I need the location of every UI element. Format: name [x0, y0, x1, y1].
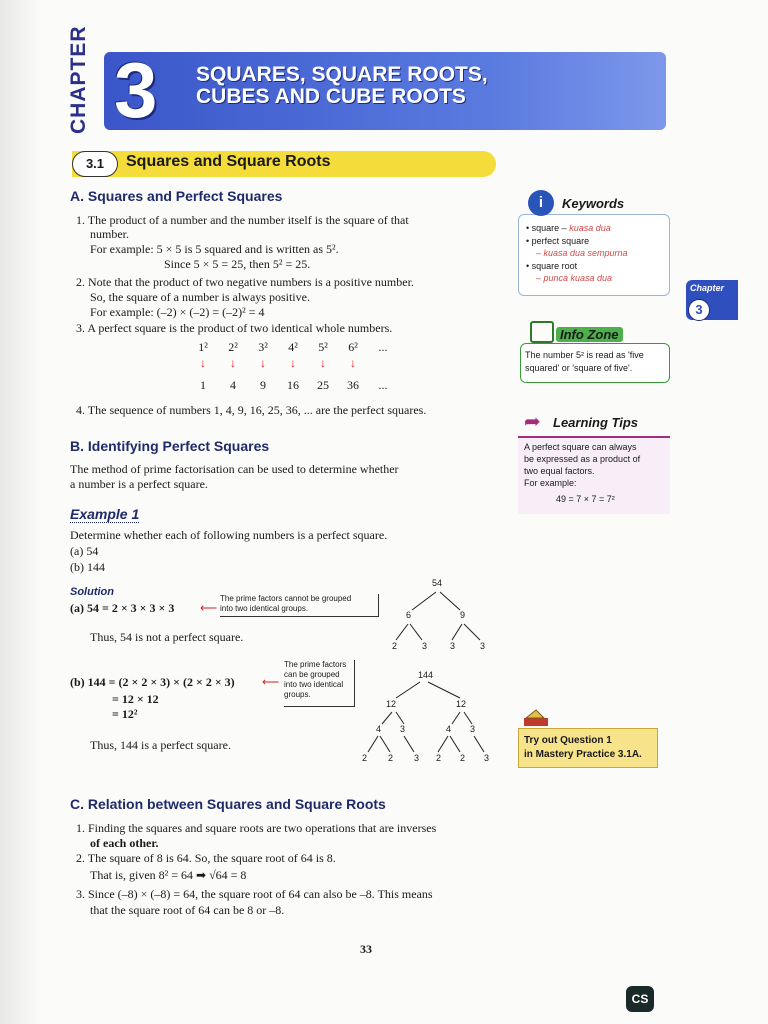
learning-tips-line1: A perfect square can always	[524, 442, 637, 452]
square-4: 16	[287, 378, 299, 392]
tree54-right: 9	[460, 610, 466, 620]
callout-b	[284, 660, 355, 707]
chapter-tab-label: Chapter	[690, 283, 725, 293]
arrow-icon: ➦	[524, 411, 541, 433]
a-item2-line3: For example: (–2) × (–2) = (–2)² = 4	[90, 305, 265, 319]
keyword-item: • square – kuasa dua	[526, 223, 611, 233]
power-2: 2²	[228, 340, 238, 354]
camscanner-logo: CS	[626, 986, 654, 1012]
tree144-leaf: 2	[436, 753, 442, 763]
solution-label: Solution	[70, 586, 114, 598]
c-item3-line1: 3. Since (–8) × (–8) = 64, the square root of 64 can also be –8. This means	[76, 887, 433, 901]
pencil-icon	[522, 708, 552, 728]
conclusion-b: Thus, 144 is a perfect square.	[90, 738, 231, 752]
example-title: Example 1	[70, 506, 140, 522]
info-icon: i	[528, 190, 554, 216]
keyword-translation: – punca kuasa dua	[536, 273, 613, 283]
chapter-label: CHAPTER	[67, 25, 90, 134]
down-arrow-icon: ↓	[260, 356, 266, 370]
b-paragraph-line1: The method of prime factorisation can be used to determine whether	[70, 462, 399, 476]
page-edge-shadow	[0, 0, 40, 1024]
square-3: 9	[260, 378, 266, 392]
learning-tips-title: Learning Tips	[553, 415, 638, 430]
tree144-leaf: 3	[484, 753, 490, 763]
keyword-item: • perfect square	[526, 236, 590, 246]
tree144-node: 4	[376, 724, 382, 734]
b-paragraph-line2: a number is a perfect square.	[70, 477, 208, 491]
c-item1-line1: 1. Finding the squares and square roots are two operations that are inverses	[76, 821, 437, 835]
tree144-node: 3	[470, 724, 476, 734]
tree144-left: 12	[386, 699, 397, 709]
page-number: 33	[360, 942, 372, 956]
a-item2-line2: So, the square of a number is always positive.	[90, 290, 310, 304]
tree54-leaf: 2	[392, 641, 398, 651]
down-arrow-icon: ↓	[320, 356, 326, 370]
callout-b-line1: The prime factors	[284, 660, 347, 669]
heading-part-b: B. Identifying Perfect Squares	[70, 438, 270, 454]
heading-part-a: A. Squares and Perfect Squares	[70, 188, 283, 204]
chapter-number: 3	[114, 46, 158, 134]
try-out-line1: Try out Question 1	[524, 735, 612, 746]
tree144-leaf: 2	[362, 753, 368, 763]
down-arrow-icon: ↓	[230, 356, 236, 370]
left-arrow-icon: ⟵	[200, 601, 218, 615]
c-item2-line2: That is, given 8² = 64 ➡ √64 = 8	[90, 868, 247, 882]
info-zone-line1: The number 5² is read as 'five	[525, 350, 644, 360]
learning-tips-line4: For example:	[524, 478, 577, 488]
tree144-right: 12	[456, 699, 467, 709]
conclusion-a: Thus, 54 is not a perfect square.	[90, 630, 244, 644]
tree54-leaf: 3	[480, 641, 486, 651]
down-arrow-icon: ↓	[200, 356, 206, 370]
tree54-leaf: 3	[422, 641, 428, 651]
learning-tips-line5: 49 = 7 × 7 = 7²	[556, 494, 615, 504]
keyword-term: perfect square	[531, 236, 590, 246]
example-part-a: (a) 54	[70, 544, 99, 558]
callout-b-line2: can be grouped	[284, 670, 340, 679]
square-1: 1	[200, 378, 206, 392]
keyword-term: square –	[531, 223, 570, 233]
power-1: 1²	[198, 340, 208, 354]
example-part-b: (b) 144	[70, 560, 105, 574]
callout-b-line3: into two identical	[284, 680, 344, 689]
chapter-title	[196, 64, 488, 108]
info-zone-title: Info Zone	[556, 327, 623, 342]
a-item1-line2: number.	[90, 227, 129, 241]
tree54-left: 6	[406, 610, 412, 620]
info-zone-icon	[530, 321, 554, 343]
a-item1-line3: For example: 5 × 5 is 5 squared and is written as 5².	[90, 242, 339, 256]
a-item1-line1: 1. The product of a number and the number itself is the square of that	[76, 213, 409, 227]
keyword-translation: kuasa dua	[569, 223, 611, 233]
tree144-leaf: 3	[414, 753, 420, 763]
example-intro: Determine whether each of following numbers is a perfect square.	[70, 528, 388, 542]
down-arrow-icon: ↓	[350, 356, 356, 370]
chapter-tab-number: 3	[688, 299, 710, 321]
down-arrow-icon: ↓	[290, 356, 296, 370]
tree144-node: 4	[446, 724, 452, 734]
factor-tree-144	[356, 668, 496, 764]
callout-a-line2: into two identical groups.	[220, 604, 309, 613]
tree144-leaf: 2	[460, 753, 466, 763]
solution-a: (a) 54 = 2 × 3 × 3 × 3	[70, 601, 175, 615]
keyword-translation: – kuasa dua sempurna	[536, 248, 628, 258]
tree144-node: 3	[400, 724, 406, 734]
a-item4: 4. The sequence of numbers 1, 4, 9, 16, 25, 36, ... are the perfect squares.	[76, 403, 427, 417]
a-item2-line1: 2. Note that the product of two negative numbers is a positive number.	[76, 275, 414, 289]
solution-b-line3: = 12²	[112, 707, 138, 721]
power-6: 6²	[348, 340, 358, 354]
left-arrow-icon: ⟵	[262, 675, 280, 689]
solution-b-line2: = 12 × 12	[112, 692, 159, 706]
section-title: Squares and Square Roots	[126, 153, 331, 170]
keyword-item: • square root	[526, 261, 578, 271]
try-out-box	[518, 728, 658, 768]
keyword-term: square root	[531, 261, 578, 271]
chapter-title-line1: SQUARES, SQUARE ROOTS,	[196, 63, 488, 86]
learning-tips-line3: two equal factors.	[524, 466, 595, 476]
square-2: 4	[230, 378, 236, 392]
heading-part-c: C. Relation between Squares and Square Roots	[70, 796, 386, 812]
callout-b-line4: groups.	[284, 690, 311, 699]
solution-b-line1: (b) 144 = (2 × 2 × 3) × (2 × 2 × 3)	[70, 675, 235, 689]
tree144-leaf: 2	[388, 753, 394, 763]
learning-tips-line2: be expressed as a product of	[524, 454, 641, 464]
a-item1-line4: Since 5 × 5 = 25, then 5² = 25.	[164, 257, 311, 271]
callout-a-line1: The prime factors cannot be grouped	[220, 594, 352, 603]
callout-a	[220, 594, 379, 617]
square-ellipsis: ...	[378, 378, 388, 392]
tree144-root: 144	[418, 670, 434, 680]
power-ellipsis: ...	[378, 340, 388, 354]
square-6: 36	[347, 378, 359, 392]
c-item3-line2: that the square root of 64 can be 8 or –8.	[90, 903, 285, 917]
power-3: 3²	[258, 340, 268, 354]
tree54-leaf: 3	[450, 641, 456, 651]
square-5: 25	[317, 378, 329, 392]
c-item2-line1: 2. The square of 8 is 64. So, the square root of 64 is 8.	[76, 851, 336, 865]
c-item1-line2: of each other.	[90, 836, 159, 850]
power-5: 5²	[318, 340, 328, 354]
try-out-line2: in Mastery Practice 3.1A.	[524, 749, 642, 760]
chapter-title-line2: CUBES AND CUBE ROOTS	[196, 85, 466, 108]
a-item3: 3. A perfect square is the product of two identical whole numbers.	[76, 321, 393, 335]
tree54-root: 54	[432, 578, 443, 588]
power-4: 4²	[288, 340, 298, 354]
keywords-title: Keywords	[562, 196, 625, 211]
section-number: 3.1	[72, 151, 118, 177]
info-zone-line2: squared' or 'square of five'.	[525, 363, 633, 373]
